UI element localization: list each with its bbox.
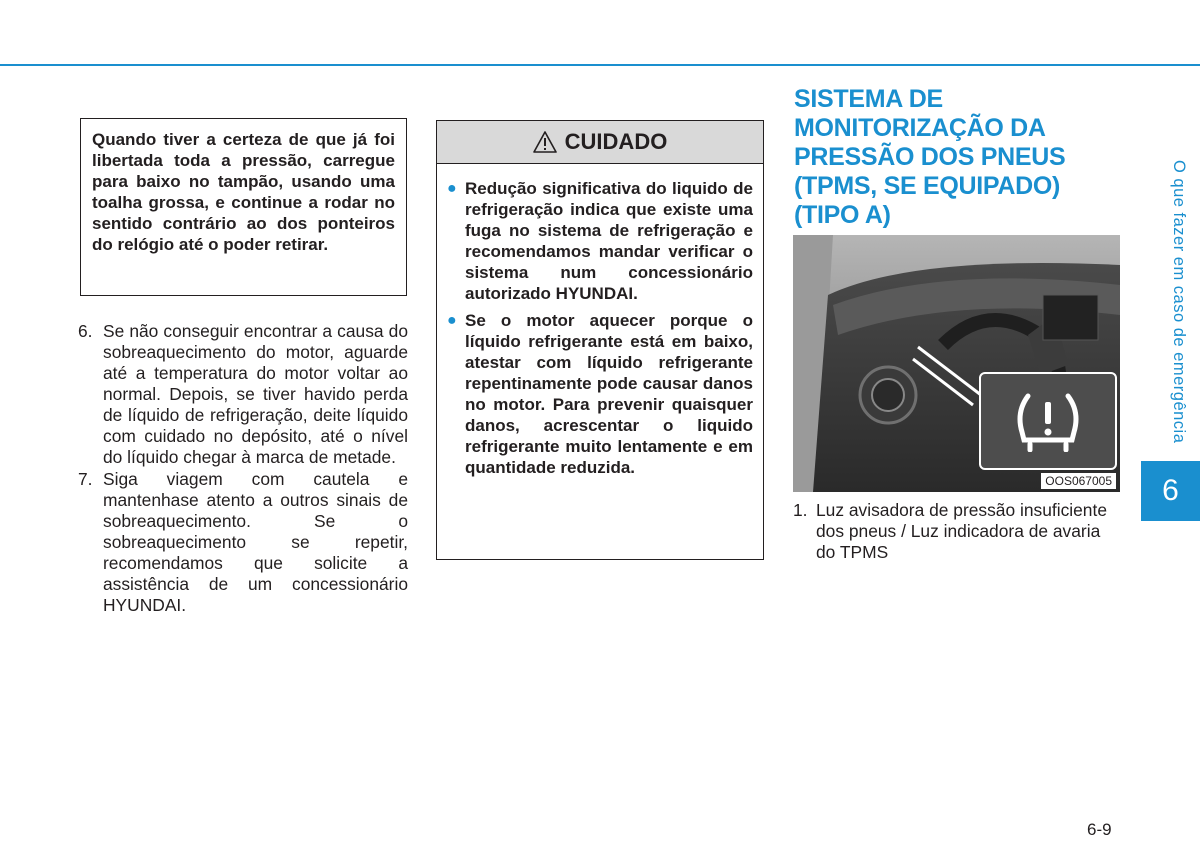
list-item <box>78 321 408 468</box>
section-title <box>794 85 1094 230</box>
caution-header <box>437 121 763 164</box>
note-box <box>80 118 407 296</box>
dashboard-figure <box>793 235 1120 492</box>
caution-title: CUIDADO <box>564 129 668 154</box>
caution-text: Se o motor aquecer porque o líquido refrigerante está em baixo, atestar com líquido refrigerante repentinamente pode causar danos no motor. Para prevenir quaisquer danos, acrescentar o liquido refrigerante muito lentamente e em quantidade reduzida. <box>465 311 753 477</box>
list-item <box>78 469 408 616</box>
tpms-warning-icon <box>979 372 1117 470</box>
page-number: 6-9 <box>1087 820 1112 839</box>
list-item <box>447 178 753 304</box>
title-line: PRESSÃO DOS PNEUS <box>794 143 1066 171</box>
chapter-number: 6 <box>1162 474 1179 507</box>
figure-caption <box>793 500 1113 563</box>
top-rule <box>0 64 1200 66</box>
step-number: 6. <box>78 321 93 341</box>
chapter-tab <box>1141 461 1200 521</box>
bullet-icon: ● <box>447 312 457 329</box>
title-line: (TPMS, SE EQUIPADO) <box>794 172 1061 200</box>
step-text: Siga viagem com cautela e mantenhase atento a outros sinais de sobreaquecimento. Se o sobreaquecimento se repetir, recomendamos que solicite a assistência de um concessionário HYUNDAI. <box>103 469 408 615</box>
title-line: MONITORIZAÇÃO DA <box>794 114 1046 142</box>
note-text: Quando tiver a certeza de que já foi libertada toda a pressão, carregue para baixo no tampão, usando uma toalha grossa, e continue a rodar no sentido contrário ao dos ponteiros do relógio até o poder retirar. <box>92 130 395 254</box>
caution-text: Redução significativa do liquido de refrigeração indica que existe uma fuga no sistema de refrigeração e recomendamos mandar verificar o sistema num concessionário autorizado HYUNDAI. <box>465 179 753 303</box>
bullet-icon: ● <box>447 180 457 197</box>
list-item <box>447 310 753 478</box>
caution-list <box>437 164 763 478</box>
step-number: 7. <box>78 469 93 489</box>
title-line: (TIPO A) <box>794 201 891 229</box>
title-line: SISTEMA DE <box>794 85 943 113</box>
chapter-side-label: O que fazer em caso de emergência <box>1170 160 1188 444</box>
warning-triangle-icon <box>533 131 557 153</box>
steps-list <box>78 321 408 617</box>
caption-text: Luz avisadora de pressão insuficiente dos pneus / Luz indicadora de avaria do TPMS <box>816 500 1107 562</box>
figure-code: OOS067005 <box>1041 473 1116 489</box>
caption-number: 1. <box>793 500 808 520</box>
caution-box <box>436 120 764 560</box>
step-text: Se não conseguir encontrar a causa do sobreaquecimento do motor, aguarde até a temperatura do motor voltar ao normal. Depois, se tiver havido perda de líquido de refrigeração, deite líquido com cuidado no depósito, até o nível do líquido chegar à marca de metade. <box>103 321 408 467</box>
